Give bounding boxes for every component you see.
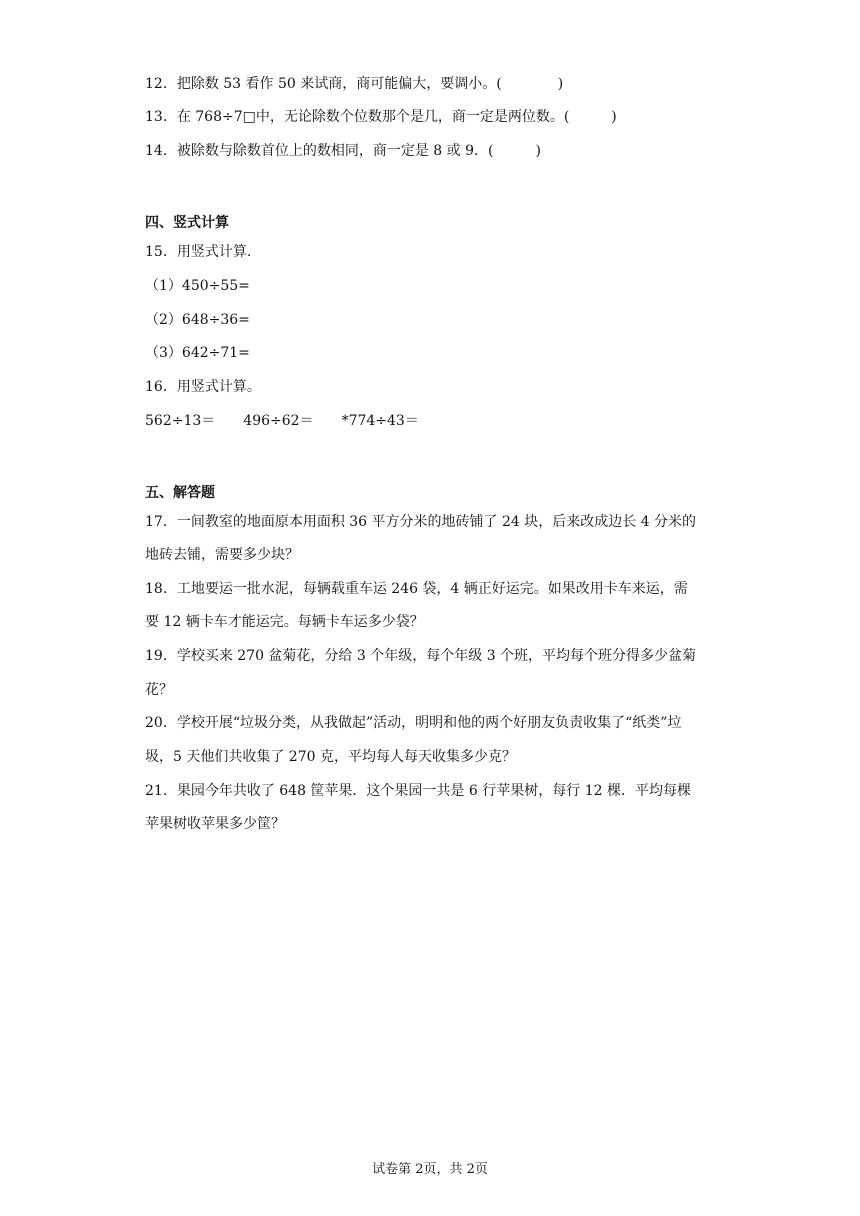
section-heading-word-problems: 五、解答题 bbox=[145, 485, 215, 501]
question-17-line-2: 地砖去铺，需要多少块？ bbox=[145, 547, 299, 563]
question-16-items bbox=[145, 411, 419, 431]
question-15-item-2: （2）648÷36= bbox=[145, 312, 250, 328]
question-17-line-1: 17．一间教室的地面原本用面积 36 平方分米的地砖铺了 24 块，后来改成边长 4 分米的 bbox=[145, 514, 697, 530]
question-18-line-2: 要 12 辆卡车才能运完。每辆卡车运多少袋？ bbox=[145, 614, 424, 630]
section-heading-vertical-calc: 四、竖式计算 bbox=[145, 215, 229, 231]
question-15-item-3: （3）642÷71= bbox=[145, 345, 250, 361]
question-19-line-2: 花？ bbox=[145, 682, 173, 698]
question-20-line-1: 20．学校开展“垃圾分类，从我做起”活动，明明和他的两个好朋友负责收集了“纸类”垃 bbox=[145, 715, 682, 731]
question-12: 12．把除数 53 看作 50 来试商，商可能偏大，要调小。( ) bbox=[145, 76, 564, 92]
question-15-item-1: （1）450÷55= bbox=[145, 278, 250, 294]
question-18-line-1: 18．工地要运一批水泥，每辆载重车运 246 袋，4 辆正好运完。如果改用卡车来运，需 bbox=[145, 581, 688, 597]
question-16-stem: 16．用竖式计算。 bbox=[145, 379, 261, 395]
question-13: 13．在 768÷7□中，无论除数个位数那个是几，商一定是两位数。( ) bbox=[145, 109, 617, 125]
question-20-line-2: 圾，5 天他们共收集了 270 克，平均每人每天收集多少克？ bbox=[145, 749, 516, 765]
question-21-line-1: 21．果园今年共收了 648 筐苹果．这个果园一共是 6 行苹果树，每行 12 棵．平均每棵 bbox=[145, 783, 691, 799]
question-19-line-1: 19．学校买来 270 盆菊花，分给 3 个年级，每个年级 3 个班，平均每个班分得多少盆菊 bbox=[145, 648, 697, 664]
question-16-item-3: *774÷43＝ bbox=[341, 413, 419, 429]
question-14: 14．被除数与除数首位上的数相同，商一定是 8 或 9．( ) bbox=[145, 143, 541, 159]
page-footer: 试卷第 2页，共 2页 bbox=[372, 1162, 488, 1177]
question-16-item-2: 496÷62＝ bbox=[243, 413, 314, 429]
question-21-line-2: 苹果树收苹果多少筐？ bbox=[145, 816, 285, 832]
question-15-stem: 15．用竖式计算. bbox=[145, 244, 252, 260]
question-16-item-1: 562÷13＝ bbox=[145, 413, 216, 429]
